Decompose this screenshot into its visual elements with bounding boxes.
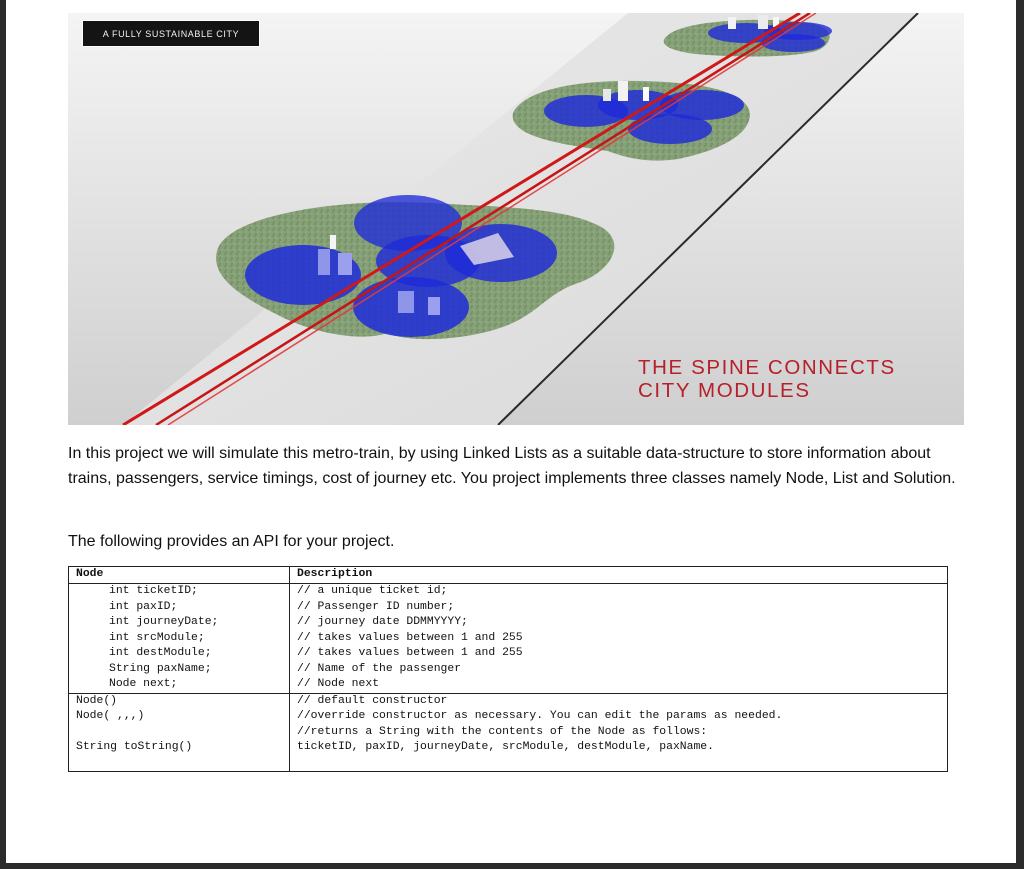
api-table [68, 566, 948, 772]
header-description: Description [290, 567, 948, 584]
field-desc: // Passenger ID number; [297, 600, 455, 613]
field-decl: int srcModule; [109, 631, 205, 644]
field-desc: // takes values between 1 and 255 [297, 631, 523, 644]
field-desc: // Node next [297, 678, 380, 690]
field-decl: int ticketID; [109, 585, 198, 597]
methods-descriptions [290, 693, 948, 771]
caption-line-1: THE SPINE CONNECTS [638, 356, 896, 379]
field-desc: // takes values between 1 and 255 [297, 647, 523, 659]
method-desc: //returns a String with the contents of the Node as follows: [297, 725, 708, 738]
field-decl: int destModule; [109, 647, 212, 659]
intro-paragraph: In this project we will simulate this metro-train, by using Linked Lists as a suitable data-structure to store information about trains, passengers, service timings, cost of journey etc. You project implements three classes namely Node, List and Solution. [68, 445, 956, 487]
fields-row [69, 584, 948, 694]
header-node: Node [69, 567, 290, 584]
field-desc: // journey date DDMMYYYY; [297, 616, 468, 628]
table-header-row [69, 567, 948, 584]
method-desc: //override constructor as necessary. You can edit the params as needed. [297, 710, 783, 722]
methods-row [69, 693, 948, 771]
city-illustration [68, 13, 964, 425]
method-decl: String toString() [76, 741, 193, 753]
field-desc: // Name of the passenger [297, 662, 462, 675]
method-decl [76, 725, 289, 741]
fields-declarations [69, 584, 290, 694]
badge-label: A FULLY SUSTAINABLE CITY [82, 20, 260, 47]
field-decl: int journeyDate; [109, 616, 219, 628]
document-page [6, 0, 1016, 863]
field-decl: Node next; [109, 678, 178, 690]
method-desc: ticketID, paxID, journeyDate, srcModule, destModule, paxName. [297, 741, 714, 753]
methods-declarations [69, 693, 290, 771]
method-decl: Node() [76, 694, 118, 707]
method-decl: Node( ,,,) [76, 710, 145, 722]
field-decl: int paxID; [109, 600, 178, 613]
fields-descriptions [290, 584, 948, 694]
method-desc: // default constructor [297, 694, 448, 707]
field-decl: String paxName; [109, 662, 212, 675]
api-intro-text: The following provides an API for your project. [68, 533, 395, 550]
hero-caption [638, 356, 938, 402]
caption-line-2: CITY MODULES [638, 379, 811, 402]
field-desc: // a unique ticket id; [297, 585, 448, 597]
